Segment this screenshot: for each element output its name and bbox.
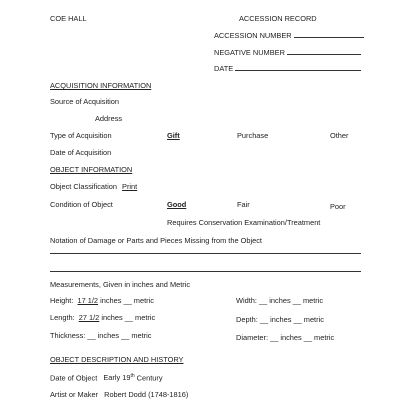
- acquisition-date-label: Date of Acquisition: [50, 148, 112, 157]
- object-date-sup: th: [130, 373, 135, 379]
- width-text: Width: __ inches __ metric: [236, 296, 324, 305]
- length-value: 27 1/2: [78, 313, 100, 322]
- type-purchase: Purchase: [237, 131, 269, 140]
- measurements-heading: Measurements, Given in inches and Metric: [50, 280, 191, 289]
- address-label: Address: [95, 114, 123, 123]
- height-value: 17 1/2: [77, 296, 99, 305]
- damage-line-1[interactable]: [50, 253, 361, 254]
- negative-number-blank[interactable]: [287, 54, 361, 55]
- condition-label: Condition of Object: [50, 200, 113, 209]
- depth-text: Depth: __ inches __ metric: [236, 315, 324, 324]
- negative-number-field[interactable]: [214, 49, 361, 56]
- artist-label: Artist or Maker: [50, 390, 99, 399]
- record-title: ACCESSION RECORD: [239, 14, 317, 23]
- artist-value: Robert Dodd (1748-1816): [104, 390, 189, 399]
- length-label: Length:: [50, 313, 75, 322]
- negative-number-label: NEGATIVE NUMBER: [214, 48, 285, 57]
- date-label: DATE: [214, 64, 234, 73]
- condition-poor: Poor: [330, 202, 346, 211]
- height-row: [50, 297, 154, 304]
- description-heading: OBJECT DESCRIPTION AND HISTORY: [50, 355, 184, 364]
- artist-row: [50, 391, 188, 398]
- hall-name: COE HALL: [50, 14, 87, 23]
- damage-label: Notation of Damage or Parts and Pieces Missing from the Object: [50, 236, 262, 245]
- diameter-text: Diameter: __ inches __ metric: [236, 333, 335, 342]
- type-label: Type of Acquisition: [50, 131, 112, 140]
- date-field[interactable]: [214, 65, 361, 72]
- object-info-heading: OBJECT INFORMATION: [50, 165, 133, 174]
- date-blank[interactable]: [235, 70, 361, 71]
- object-date-row: [50, 374, 163, 382]
- object-date-value: Early 19: [103, 373, 131, 383]
- length-tail: inches __ metric: [101, 313, 156, 322]
- accession-number-label: ACCESSION NUMBER: [214, 31, 292, 40]
- length-row: [50, 314, 155, 321]
- classification-row: [50, 183, 137, 190]
- classification-value: Print: [122, 182, 138, 191]
- object-date-tail: Century: [136, 373, 163, 383]
- damage-line-2[interactable]: [50, 271, 361, 272]
- accession-number-blank[interactable]: [294, 37, 364, 38]
- type-other: Other: [330, 131, 349, 140]
- conservation-text: Requires Conservation Examination/Treatment: [167, 218, 321, 227]
- object-date-label: Date of Object: [50, 373, 98, 383]
- condition-fair: Fair: [237, 200, 250, 209]
- accession-number-field[interactable]: [214, 32, 364, 39]
- condition-good: Good: [167, 200, 187, 209]
- height-label: Height:: [50, 296, 74, 305]
- height-tail: inches __ metric: [100, 296, 154, 305]
- thickness-text: Thickness: __ inches __ metric: [50, 331, 152, 340]
- acquisition-heading: ACQUISITION INFORMATION: [50, 81, 152, 90]
- type-gift: Gift: [167, 131, 180, 140]
- source-label: Source of Acquisition: [50, 97, 120, 106]
- classification-label: Object Classification: [50, 182, 117, 191]
